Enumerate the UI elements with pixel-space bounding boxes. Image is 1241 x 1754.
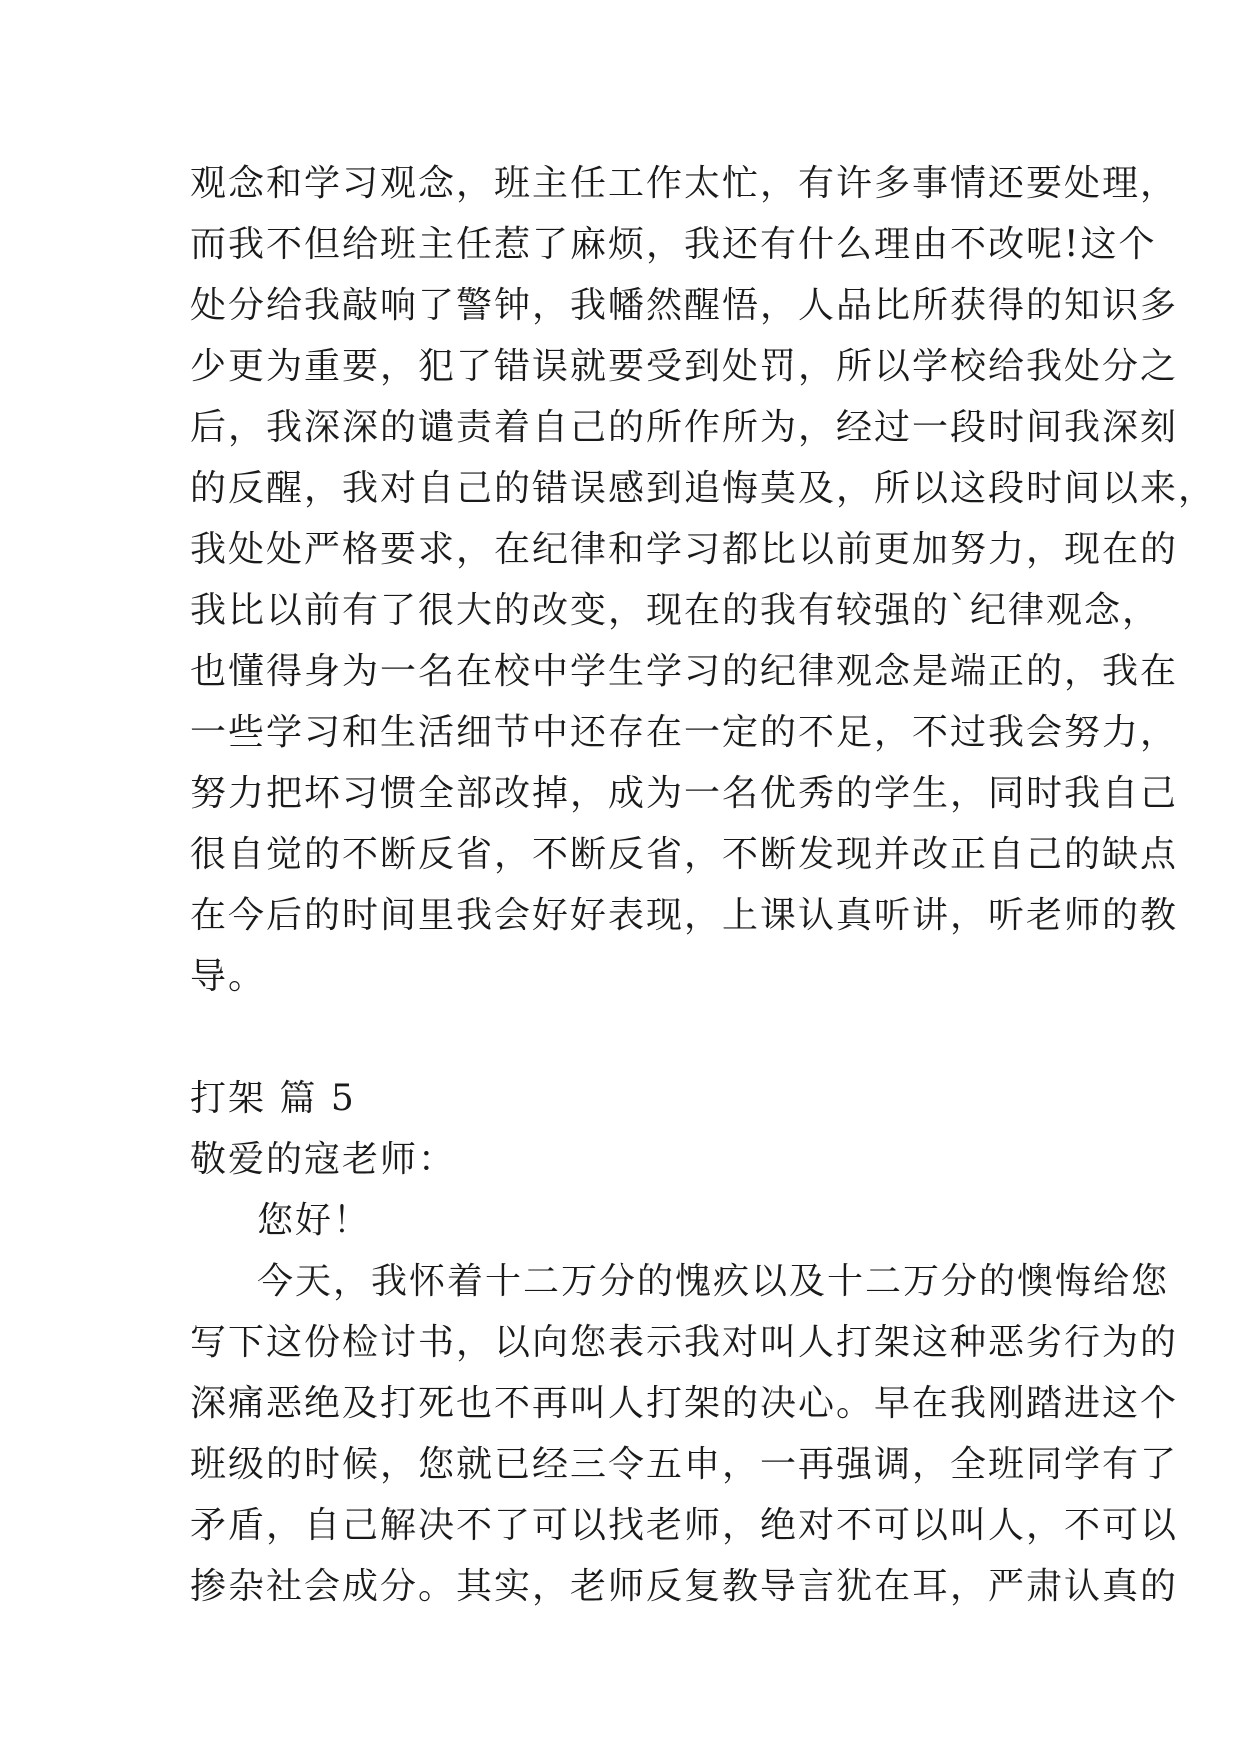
paragraph-line: 我处处严格要求，在纪律和学习都比以前更加努力，现在的 (190, 529, 1179, 570)
paragraph-line: 在今后的时间里我会好好表现，上课认真听讲，听老师的教 (190, 895, 1179, 936)
letter-line: 班级的时候，您就已经三令五申，一再强调，全班同学有了 (190, 1444, 1179, 1485)
paragraph-line: 导。 (190, 956, 267, 997)
greeting: 您好！ (257, 1200, 372, 1241)
letter-line: 掺杂社会成分。其实，老师反复教导言犹在耳，严肃认真的 (190, 1566, 1179, 1607)
letter-line: 深痛恶绝及打死也不再叫人打架的决心。早在我刚踏进这个 (190, 1383, 1179, 1424)
paragraph-line: 后，我深深的谴责着自己的所作所为，经过一段时间我深刻 (190, 407, 1179, 448)
paragraph-line: 观念和学习观念，班主任工作太忙，有许多事情还要处理， (190, 163, 1179, 204)
paragraph-line: 的反醒，我对自己的错误感到追悔莫及，所以这段时间以来， (190, 468, 1217, 509)
paragraph-line: 很自觉的不断反省，不断反省，不断发现并改正自己的缺点 (190, 834, 1179, 875)
paragraph-line: 也懂得身为一名在校中学生学习的纪律观念是端正的，我在 (190, 651, 1179, 692)
paragraph-line: 努力把坏习惯全部改掉，成为一名优秀的学生，同时我自己 (190, 773, 1179, 814)
paragraph-line: 我比以前有了很大的改变，现在的我有较强的`纪律观念， (190, 590, 1161, 631)
letter-line: 矛盾，自己解决不了可以找老师，绝对不可以叫人，不可以 (190, 1505, 1179, 1546)
letter-line: 今天，我怀着十二万分的愧疚以及十二万分的懊悔给您 (257, 1261, 1170, 1302)
letter-line: 写下这份检讨书，以向您表示我对叫人打架这种恶劣行为的 (190, 1322, 1179, 1363)
section-title: 打架 篇 5 (190, 1078, 356, 1119)
paragraph-line: 少更为重要，犯了错误就要受到处罚，所以学校给我处分之 (190, 346, 1179, 387)
paragraph-line: 而我不但给班主任惹了麻烦，我还有什么理由不改呢!这个 (190, 224, 1157, 265)
salutation: 敬爱的寇老师： (190, 1139, 457, 1180)
paragraph-line: 一些学习和生活细节中还存在一定的不足，不过我会努力， (190, 712, 1179, 753)
paragraph-line: 处分给我敲响了警钟，我幡然醒悟，人品比所获得的知识多 (190, 285, 1179, 326)
